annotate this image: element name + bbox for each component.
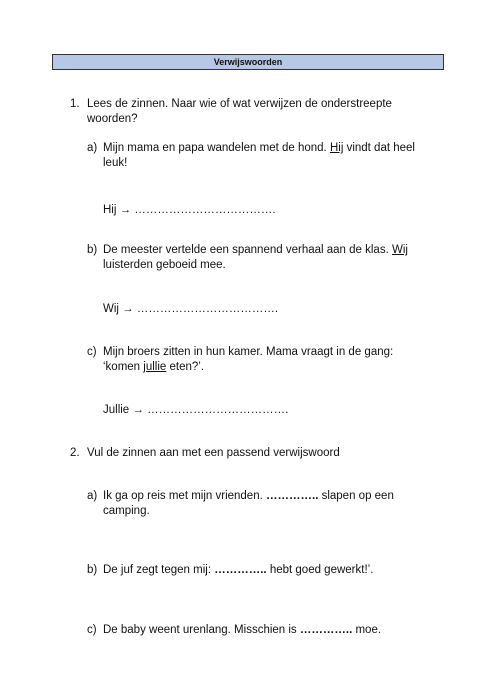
item-1c-letter: c)	[87, 346, 97, 358]
item-1b-sentence-line-1: De meester vertelde een spannend verhaal aan de klas. Wij	[103, 244, 408, 256]
underlined-word: jullie	[143, 361, 167, 373]
item-2b-sentence-line-1: De juf zegt tegen mij: ………….. hebt goed gewerkt!’.	[103, 564, 374, 576]
item-1a-sentence-line-1: Mijn mama en papa wandelen met de hond. Hij vindt dat heel	[103, 142, 415, 154]
question-1-prompt-line-1: Lees de zinnen. Naar wie of wat verwijzen de onderstreepte	[87, 98, 392, 110]
item-1a-sentence-line-2: leuk!	[103, 157, 128, 169]
item-2c-sentence-line-1: De baby weent urenlang. Misschien is ………….. moe.	[103, 624, 382, 636]
item-1c-sentence-line-2: ‘komen jullie eten?’.	[103, 361, 205, 373]
question-1-number: 1.	[70, 98, 80, 110]
arrow-icon: →	[119, 204, 132, 216]
question-2-prompt: Vul de zinnen aan met een passend verwijswoord	[87, 447, 340, 459]
item-2a-sentence-line-1: Ik ga op reis met mijn vrienden. ………….. slapen op een	[103, 490, 394, 502]
item-1b-answer-line[interactable]: Wij → ……………………………….	[103, 303, 279, 315]
item-1b-sentence-line-2: luisterden geboeid mee.	[103, 259, 226, 271]
fill-in-blank[interactable]: …………..	[214, 564, 267, 576]
underlined-word: Hij	[329, 142, 344, 154]
fill-in-blank[interactable]: …………..	[299, 624, 353, 636]
item-2b-letter: b)	[87, 564, 98, 576]
item-1c-answer-line[interactable]: Jullie → ……………………………….	[103, 404, 289, 416]
item-1a-letter: a)	[87, 142, 98, 154]
arrow-icon: →	[132, 404, 144, 416]
fill-in-blank[interactable]: …………..	[266, 490, 319, 502]
question-2-number: 2.	[70, 447, 80, 459]
item-1b-letter: b)	[87, 244, 98, 256]
item-2a-letter: a)	[87, 490, 98, 502]
item-1c-sentence-line-1: Mijn broers zitten in hun kamer. Mama vraagt in de gang:	[103, 346, 394, 358]
question-1-prompt-line-2: woorden?	[87, 113, 138, 125]
worksheet-title: Verwijswoorden	[52, 54, 444, 70]
underlined-word: Wij	[391, 244, 408, 256]
item-2a-sentence-line-2: camping.	[103, 505, 150, 517]
arrow-icon: →	[122, 303, 134, 315]
item-2c-letter: c)	[87, 624, 97, 636]
item-1a-answer-line[interactable]: Hij → ……………………………….	[103, 204, 276, 216]
